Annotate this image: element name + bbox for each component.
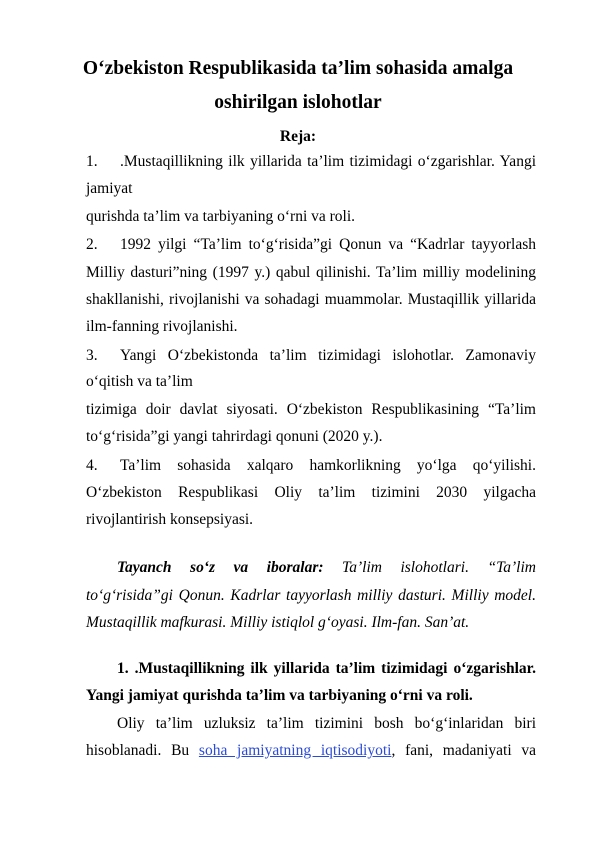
plan-item-2-line-3: shakllanishi, rivojlanishi va sohadagi muammolar. Mustaqillik yillarida bbox=[86, 291, 536, 308]
plan-item-4-number: 4. bbox=[86, 457, 98, 474]
plan-item-2-line-4: ilm-fanning rivojlanishi. bbox=[86, 318, 238, 335]
keywords-line-2: to‘g‘risida”gi Qonun. Kadrlar tayyorlash milliy dasturi. Milliy model. bbox=[86, 587, 536, 604]
plan-item-4-line-3: rivojlantirish konsepsiyasi. bbox=[86, 511, 254, 528]
plan-heading: Reja: bbox=[279, 128, 317, 145]
document-title-line-1: O‘zbekiston Respublikasida ta’lim sohasida amalga bbox=[82, 58, 514, 79]
keywords-label: Tayanch so‘z va iboralar: bbox=[117, 559, 324, 576]
plan-item-1-line-3: qurishda ta’lim va tarbiyaning o‘rni va roli. bbox=[86, 208, 356, 225]
plan-item-4-line-2: O‘zbekiston Respublikasi Oliy ta’lim tizimini 2030 yilgacha bbox=[86, 484, 536, 501]
plan-item-2-number: 2. bbox=[86, 236, 98, 253]
plan-item-1-number: 1. bbox=[86, 153, 98, 170]
plan-item-1-line-2: jamiyat bbox=[86, 180, 133, 197]
section-1-paragraph-line-1: Oliy ta’lim uzluksiz ta’lim tizimini bosh bo‘g‘inlaridan biri bbox=[117, 715, 536, 732]
section-1-paragraph-line-2: hisoblanadi. Bu soha jamiyatning iqtisodiyoti, fani, madaniyati va bbox=[86, 742, 536, 759]
keywords-line-3: Mustaqillik mafkurasi. Milliy istiqlol g‘oyasi. Ilm-fan. San’at. bbox=[86, 614, 470, 631]
plan-item-3-line-2: o‘qitish va ta’lim bbox=[86, 373, 193, 390]
iqtisodiyot-link[interactable]: soha jamiyatning iqtisodiyoti bbox=[198, 742, 392, 759]
plan-item-3-number: 3. bbox=[86, 347, 98, 364]
plan-item-1-line-1: 1. .Mustaqillikning ilk yillarida ta’lim tizimidagi o‘zgarishlar. Yangi bbox=[86, 153, 536, 170]
plan-item-3-line-3: tizimiga doir davlat siyosati. O‘zbekiston Respublikasining “Ta’lim bbox=[86, 401, 536, 418]
section-1-heading-line-1: 1. .Mustaqillikning ilk yillarida ta’lim tizimidagi o‘zgarishlar. bbox=[117, 660, 536, 677]
document-title-line-2: oshirilgan islohotlar bbox=[214, 92, 382, 113]
plan-item-4-line-1: 4. Ta’lim sohasida xalqaro hamkorlikning yo‘lga qo‘yilishi. bbox=[86, 457, 536, 474]
plan-item-2-line-1: 2. 1992 yilgi “Ta’lim to‘g‘risida”gi Qonun va “Kadrlar tayyorlash bbox=[86, 236, 536, 253]
plan-item-3-line-4: to‘g‘risida”gi yangi tahrirdagi qonuni (2020 y.). bbox=[86, 428, 383, 445]
plan-item-3-line-1: 3. Yangi O‘zbekistonda ta’lim tizimidagi islohotlar. Zamonaviy bbox=[86, 347, 536, 364]
keywords-line-1: Tayanch so‘z va iboralar: Ta’lim islohotlari. “Ta’lim bbox=[117, 559, 536, 576]
section-1-heading-line-2: Yangi jamiyat qurishda ta’lim va tarbiyaning o‘rni va roli. bbox=[86, 687, 473, 704]
plan-item-2-line-2: Milliy dasturi”ning (1997 y.) qabul qilinishi. Ta’lim milliy modelining bbox=[86, 264, 536, 281]
